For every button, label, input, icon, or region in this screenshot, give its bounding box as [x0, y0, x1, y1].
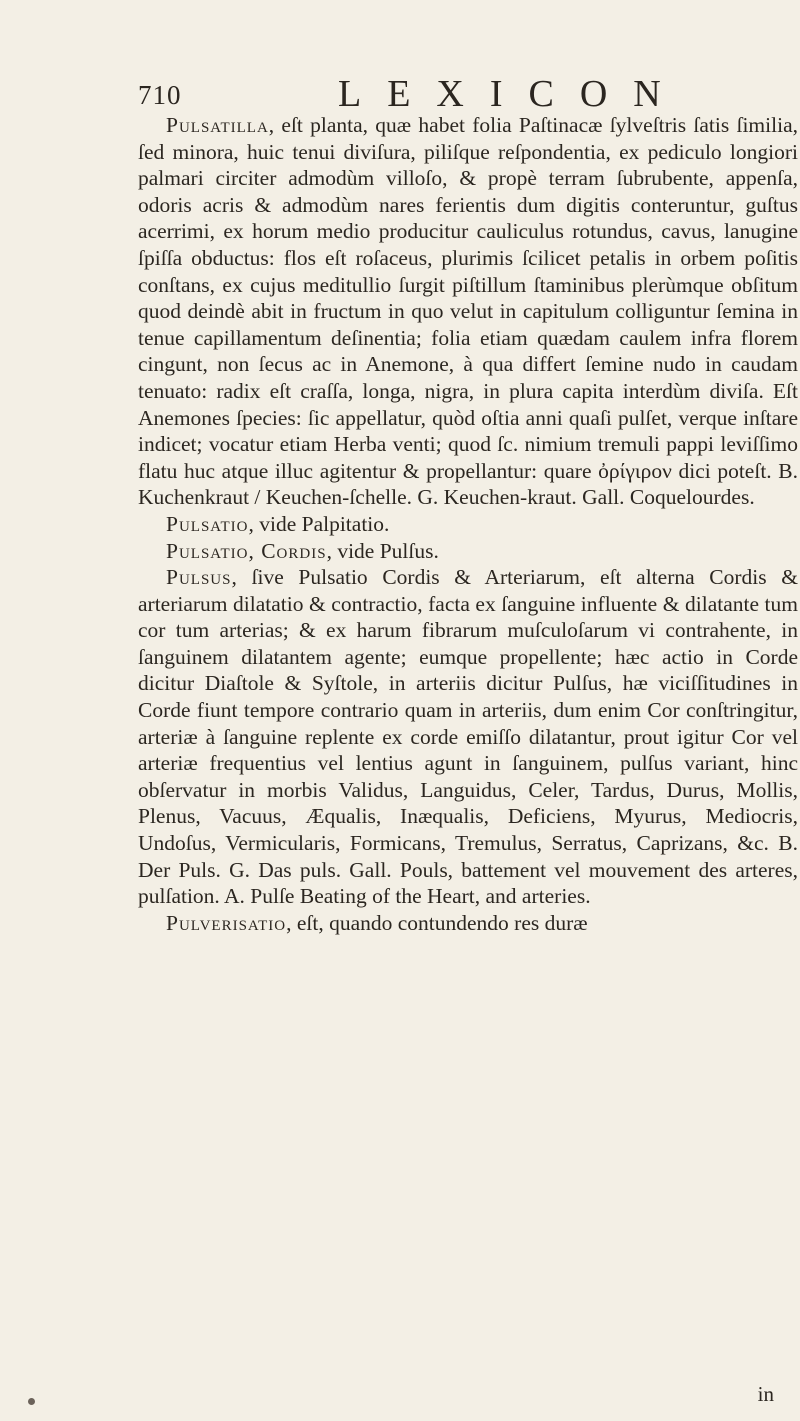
entry-text: , vide Palpitatio. — [248, 511, 390, 536]
entry-text: , eſt planta, quæ habet folia Paſtinacæ ſylveſtris ſatis ſimilia, ſed minora, huic tenui diviſura, piliſque reſpondentia, ex pediculo longiori palmari circiter admodùm villoſo, & propè terram ſubrubente, appenſa, odoris acris & admodùm nares ferientis dum digitis conteruntur, guſtus acerrimi, ex horum medio producitur cauliculus rotundus, cavus, lanugine ſpiſſa obductus: flos eſt roſaceus, plurimis ſcilicet petalis in orbem poſitis conſtans, ex cujus meditullio ſurgit piſtillum ſtaminibus plerùmque obſitum quod deindè abit in fructum in quo velut in capitulum colliguntur ſemina in tenue capillamentum deſinentia; folia etiam quædam caulem infra florem cingunt, non ſecus ac in Anemone, à qua differt ſemine nudo in caudam tenuato: radix eſt craſſa, longa, nigra, in plura capita interdùm diviſa. Eſt Anemones ſpecies: ſic appellatur, quòd oſtia anni quaſi pulſet, verque inſtare indicet; vocatur etiam Herba venti; quod ſc. nimium tremuli pappi leviſſimo flatu huc atque illuc agitentur & propellantur: quare ὀρίγιρον dici poteſt. B. Kuchenkraut / Keuchen-ſchelle. G. Keuchen-kraut. Gall. Coquelourdes. — [138, 113, 798, 510]
entry-pulsatio-cordis — [138, 538, 798, 565]
page-number: 710 — [138, 80, 182, 110]
entry-text: , eſt, quando contundendo res duræ — [286, 910, 588, 935]
dictionary-body — [138, 112, 798, 936]
headword: Pulsatio, Cordis — [166, 538, 327, 563]
entry-text: , vide Pulſus. — [326, 538, 439, 563]
entry-pulsatilla — [138, 112, 798, 511]
entry-pulsatio — [138, 511, 798, 538]
entry-pulverisatio — [138, 910, 798, 937]
ink-spot — [28, 1398, 35, 1405]
headword: Pulsatilla — [166, 113, 269, 137]
entry-text: , ſive Pulsatio Cordis & Arteriarum, eſt alterna Cordis & arteriarum dilatatio & contractio, facta ex ſanguine influente & dilatante tum cor tum arterias; & ex harum fibrarum muſculoſarum vi contrahente, in ſanguinem dilatantem agente; eumque propellente; hæc actio in Corde dicitur Diaſtole & Syſtole, in arteriis dicitur Pulſus, hæ viciſſitudines in Corde fiunt tempore contrario quam in arteriis, dum enim Cor conſtringitur, arteriæ à ſanguine replente ex corde emiſſo dilatantur, prout igitur Cor vel arteriæ frequentius vel lentius agunt in ſanguinem, pulſus variant, hinc obſervatur in morbis Validus, Languidus, Celer, Tardus, Durus, Mollis, Plenus, Vacuus, Æqualis, Inæqualis, Deficiens, Myurus, Mediocris, Undoſus, Vermicularis, Formicans, Tremulus, Serratus, Caprizans, &c. B. Der Puls. G. Das puls. Gall. Pouls, battement vel mouvement des arteres, pulſation. A. Pulſe Beating of the Heart, and arteries. — [138, 565, 798, 909]
catchword: in — [757, 1382, 774, 1406]
headword: Pulsus — [166, 565, 232, 590]
headword: Pulverisatio — [166, 910, 287, 935]
headword: Pulsatio — [166, 511, 249, 536]
entry-pulsus — [138, 564, 798, 910]
page-header — [138, 72, 778, 115]
running-head: LEXICON — [338, 73, 687, 115]
